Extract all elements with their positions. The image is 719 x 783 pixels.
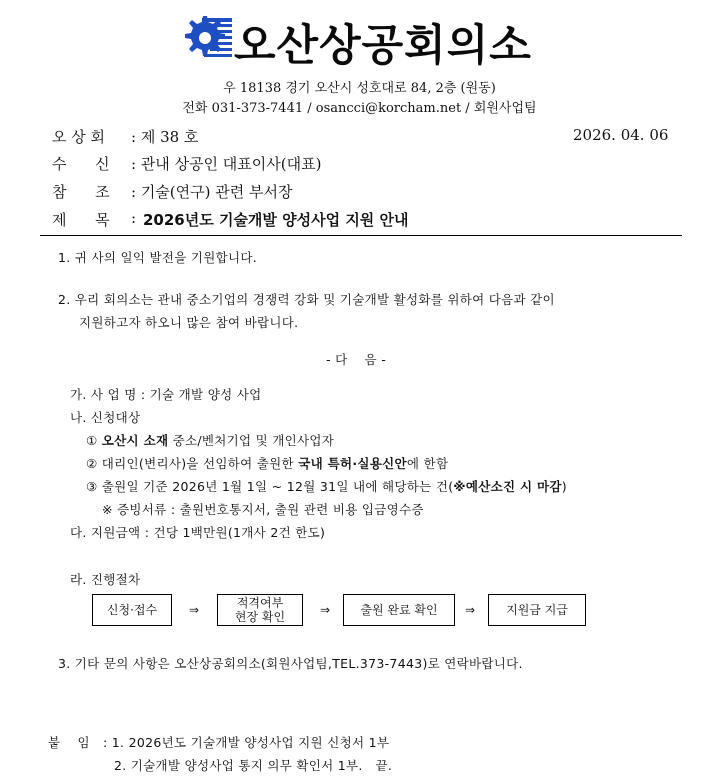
doc-date: 2026. 04. 06	[573, 126, 669, 144]
evidence-note: ※ 증빙서류 : 출원번호통지서, 출원 관련 비용 입금영수증	[102, 502, 424, 517]
subject-value: 2026년도 기술개발 양성사업 지원 안내	[143, 211, 409, 229]
org-logo	[172, 10, 532, 71]
attachment-label: 붙 임	[48, 735, 90, 750]
gear-icon	[172, 10, 234, 70]
header-divider	[40, 235, 682, 236]
recipient-value: : 관내 상공인 대표이사(대표)	[131, 155, 322, 173]
paragraph-1: 1. 귀 사의 일익 발전을 기원합니다.	[58, 250, 258, 265]
org-address: 우 18138 경기 오산시 성호대로 84, 2층 (원동)	[223, 81, 496, 96]
subject-label: 제 목	[52, 211, 110, 229]
doc-number-value: : 제 38 호	[131, 128, 199, 146]
eligibility-1-number: ①	[86, 433, 98, 448]
process-step-1: 신청·접수	[92, 594, 172, 626]
eligibility-1-text: 중소/벤처기업 및 개인사업자	[168, 433, 335, 448]
eligibility-3-highlight: ※예산소진 시 마감	[453, 479, 562, 494]
eligibility-1-highlight: 오산시 소재	[101, 433, 169, 448]
eligibility-3-suffix: )	[561, 479, 567, 494]
doc-number-label: 오 상 회	[52, 128, 106, 146]
eligibility-2-highlight: 국내 특허·실용신안	[298, 456, 407, 471]
reference-label: 참 조	[52, 183, 110, 201]
reference-value: : 기술(연구) 관련 부서장	[131, 183, 293, 201]
process-step-4: 지원금 지급	[488, 594, 586, 626]
item-da: 다. 지원금액 : 건당 1백만원(1개사 2건 한도)	[70, 525, 326, 540]
item-ra: 라. 진행절차	[70, 572, 141, 587]
attachment-1: : 1. 2026년도 기술개발 양성사업 지원 신청서 1부	[103, 735, 390, 750]
eligibility-2-suffix: 에 한함	[406, 456, 449, 471]
daeum-heading: - 다 음 -	[326, 352, 387, 367]
paragraph-2-line-1: 2. 우리 회의소는 관내 중소기업의 경쟁력 강화 및 기술개발 활성화를 위하여 다음과 같이	[58, 292, 555, 307]
item-ga: 가. 사 업 명 : 기술 개발 양성 사업	[70, 387, 262, 402]
process-arrow-3: ⇒	[465, 603, 476, 617]
process-arrow-2: ⇒	[320, 603, 331, 617]
item-na: 나. 신청대상	[70, 410, 141, 425]
paragraph-2-line-2: 지원하고자 하오니 많은 참여 바랍니다.	[79, 315, 299, 330]
paragraph-3: 3. 기타 문의 사항은 오산상공회의소(회원사업팀,TEL.373-7443)로 연락바랍니다.	[58, 656, 523, 671]
subject-colon: :	[131, 209, 137, 227]
eligibility-2	[86, 454, 448, 472]
attachment-2: 2. 기술개발 양성사업 통지 의무 확인서 1부. 끝.	[114, 758, 393, 773]
org-name: 오산상공회의소	[234, 21, 532, 71]
org-contact: 전화 031-373-7441 / osancci@korcham.net / 회원사업팀	[182, 101, 537, 116]
recipient-label: 수 신	[52, 155, 110, 173]
eligibility-1	[86, 431, 334, 449]
eligibility-3-text: ③ 출원일 기준 2026년 1월 1일 ~ 12월 31일 내에 해당하는 건(	[86, 479, 454, 494]
process-step-3: 출원 완료 확인	[343, 594, 455, 626]
eligibility-2-text: ② 대리인(변리사)을 선임하여 출원한	[86, 456, 299, 471]
eligibility-3	[86, 477, 567, 495]
process-arrow-1: ⇒	[189, 603, 200, 617]
process-step-2: 적격여부 현장 확인	[217, 594, 303, 626]
